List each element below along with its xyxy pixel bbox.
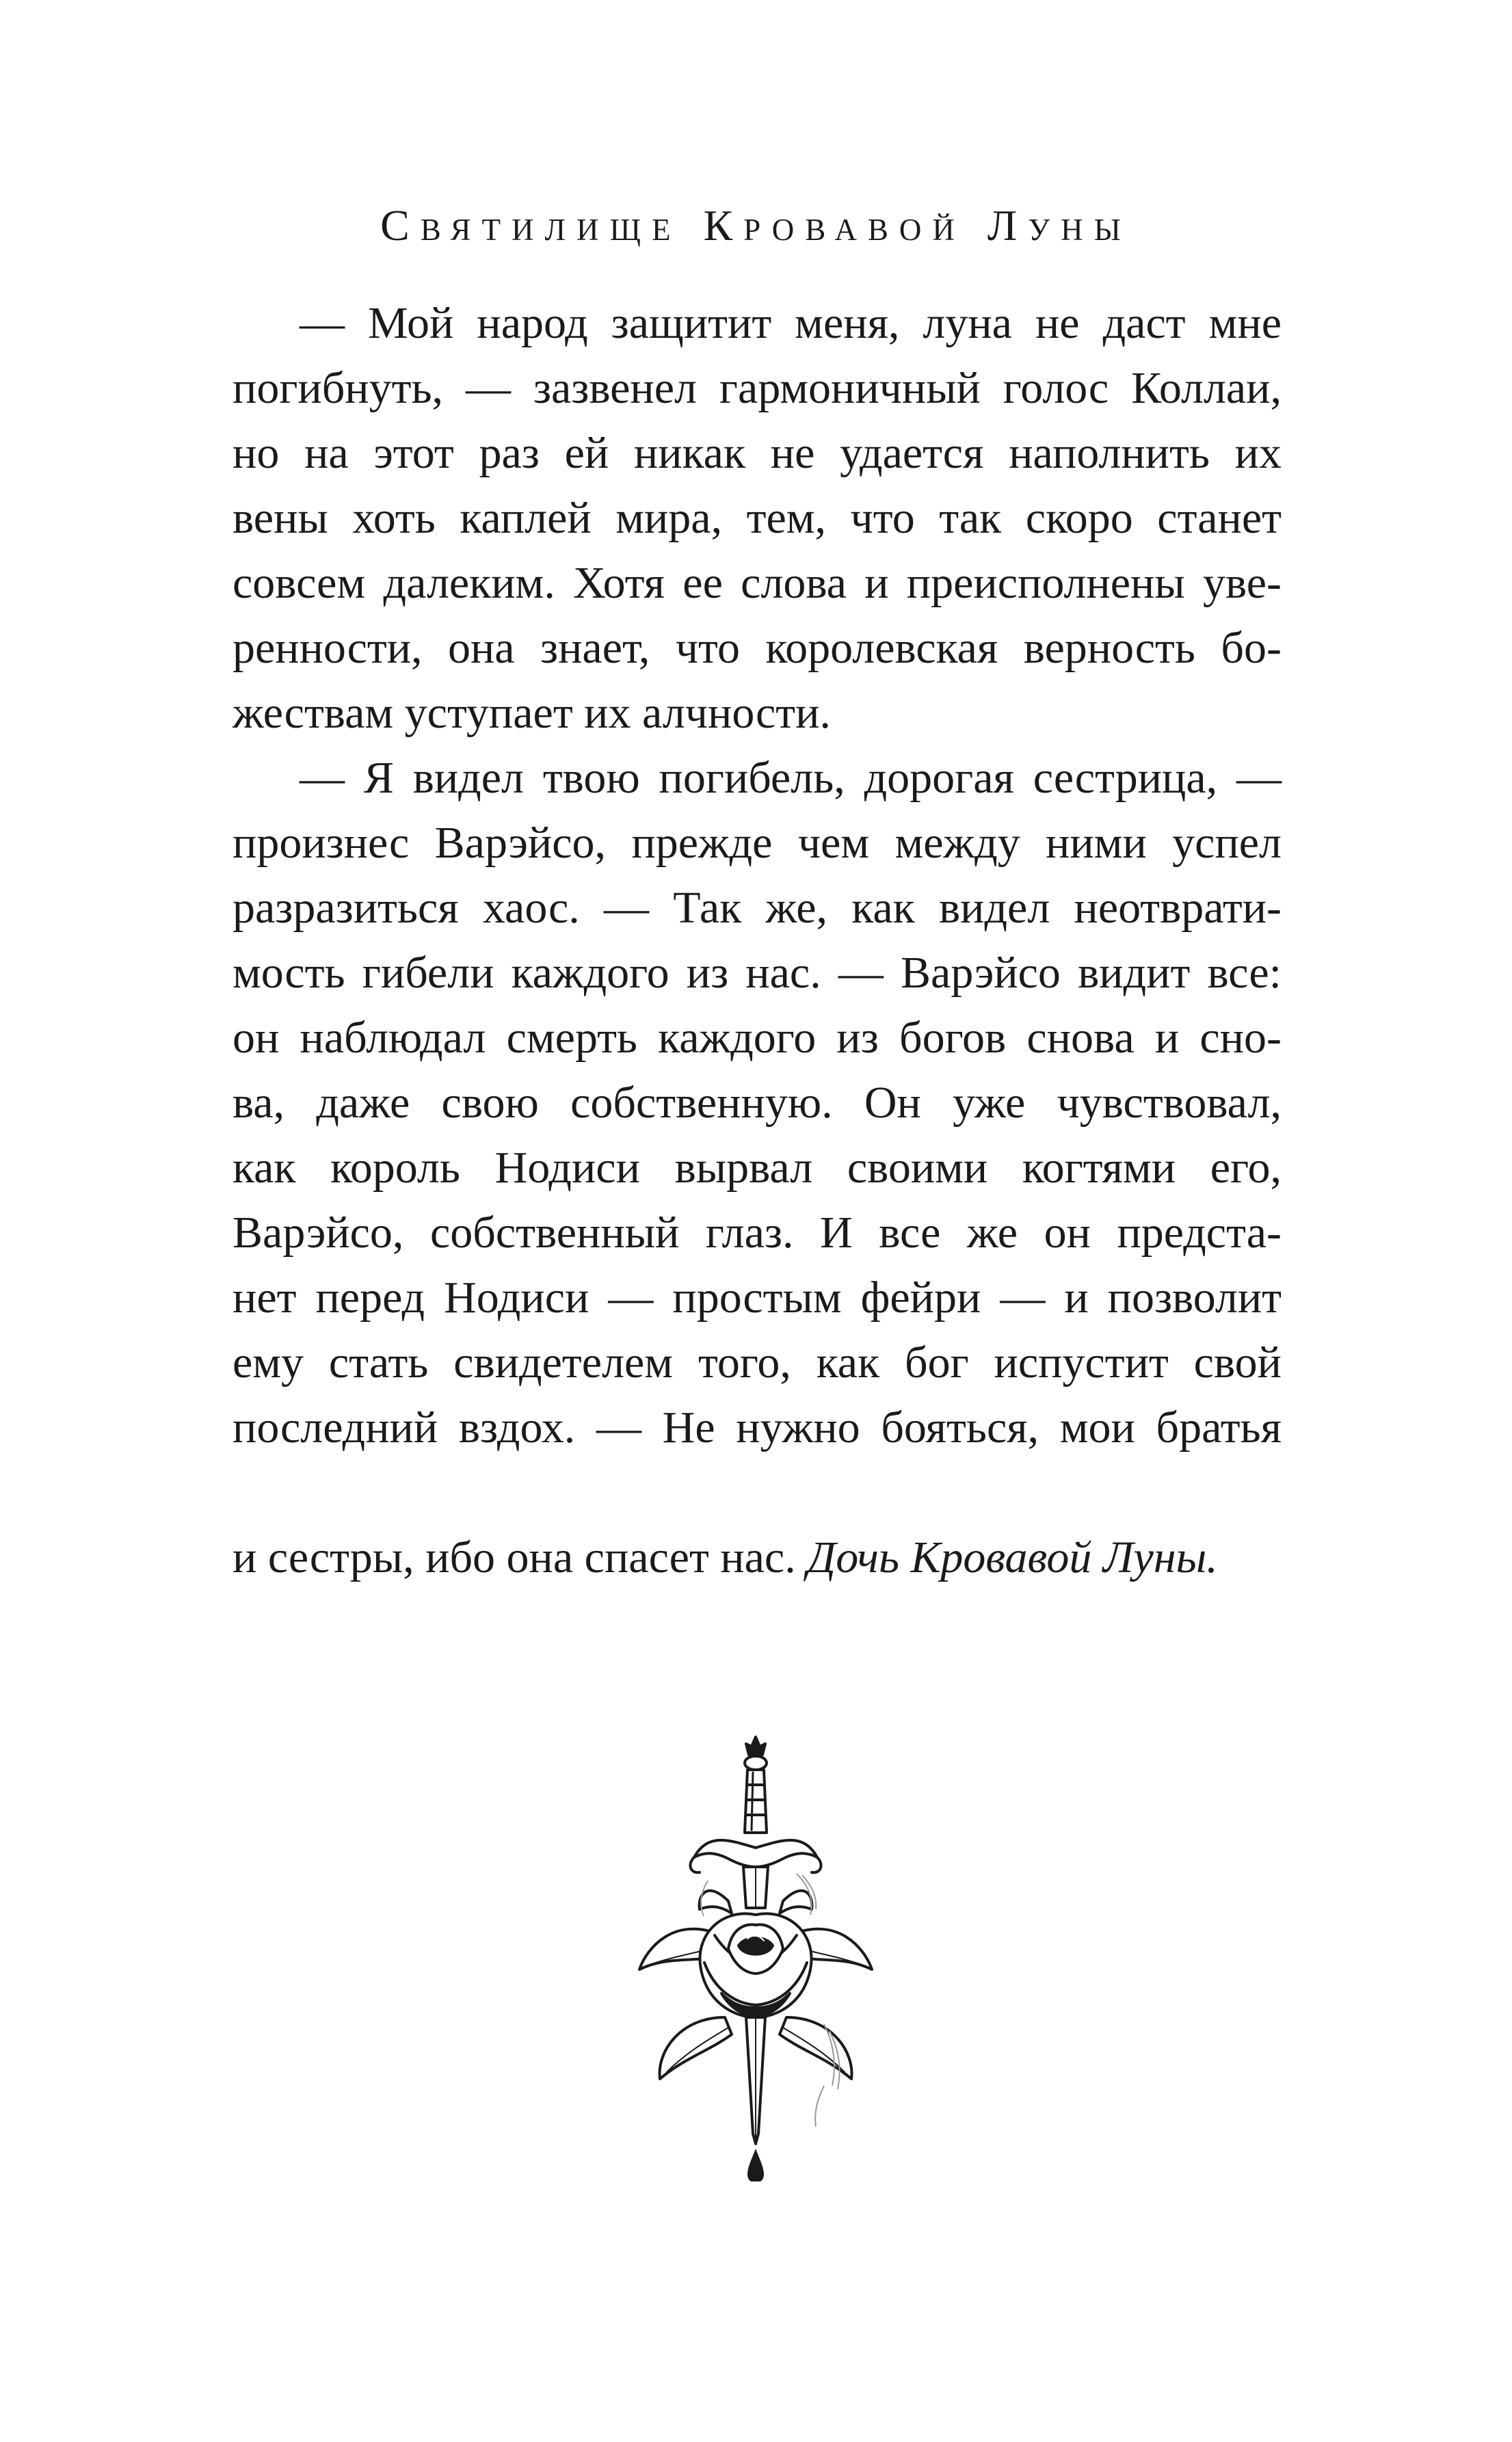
text-line: ренности, она знает, что королевская верность бо- bbox=[233, 623, 1282, 673]
text-line: мость гибели каждого из нас. — Варэйсо видит все: bbox=[233, 948, 1282, 998]
text-line: — Мой народ защитит меня, луна не даст мне bbox=[300, 298, 1282, 348]
paragraph-2 bbox=[165, 745, 1282, 1590]
body-text bbox=[165, 291, 1282, 1590]
running-head: Святилище Кровавой Луны bbox=[380, 201, 1132, 250]
text-line: нет перед Нодиси — простым фейри — и позволит bbox=[233, 1273, 1282, 1323]
text-line-final bbox=[165, 1525, 1282, 1590]
final-line-italic: Дочь Кровавой Луны. bbox=[807, 1532, 1218, 1582]
text-line: он наблюдал смерть каждого из богов снова и сно- bbox=[233, 1013, 1282, 1063]
text-line: ва, даже свою собственную. Он уже чувствовал, bbox=[233, 1078, 1282, 1128]
text-line: жествам уступает их алчности. bbox=[233, 688, 831, 738]
text-line: — Я видел твою погибель, дорогая сестрица, — bbox=[300, 753, 1282, 803]
text-line: как король Нодиси вырвал своими когтями его, bbox=[233, 1143, 1282, 1193]
text-line: произнес Варэйсо, прежде чем между ними успел bbox=[233, 818, 1282, 868]
text-line: совсем далеким. Хотя ее слова и преисполнены уве- bbox=[233, 558, 1282, 608]
final-line-plain: и сестры, ибо она спасет нас. bbox=[233, 1532, 796, 1582]
text-line: погибнуть, — зазвенел гармоничный голос Коллаи, bbox=[233, 363, 1282, 413]
text-line bbox=[165, 1460, 1282, 1525]
dagger-rose-icon bbox=[619, 1730, 892, 2181]
text-line: ему стать свидетелем того, как бог испустит свой bbox=[233, 1338, 1282, 1388]
text-line: но на этот раз ей никак не удается наполнить их bbox=[233, 428, 1282, 478]
text-line: Варэйсо, собственный глаз. И все же он предста- bbox=[233, 1208, 1282, 1258]
text-line: разразиться хаос. — Так же, как видел неотврати- bbox=[233, 883, 1282, 933]
text-line: вены хоть каплей мира, тем, что так скоро станет bbox=[233, 493, 1282, 543]
paragraph-1 bbox=[165, 291, 1282, 745]
text-line: последний вздох. — Не нужно бояться, мои братья bbox=[233, 1403, 1282, 1452]
